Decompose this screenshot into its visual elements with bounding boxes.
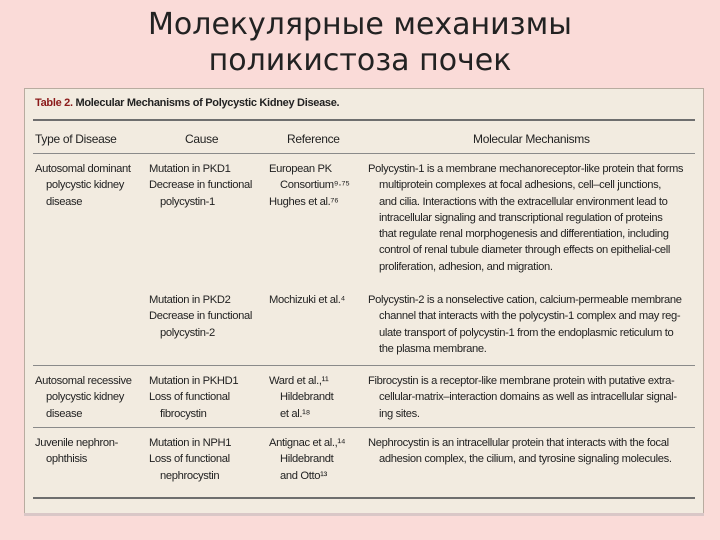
header-bottom-rule (33, 153, 695, 154)
table-top-rule (33, 119, 695, 121)
slide-title-line-1: Молекулярные механизмы (148, 7, 572, 42)
table-bottom-rule (33, 497, 695, 499)
row3-bottom-rule (33, 427, 695, 428)
header-type-of-disease: Type of Disease (35, 132, 117, 146)
table-caption (35, 97, 339, 109)
slide-title-line-2: поликистоза почек (208, 43, 512, 78)
row4-cause: Mutation in NPH1 Loss of functional nephrocystin (149, 437, 232, 482)
row1-reference: European PK Consortium⁹·⁷⁵ Hughes et al.⁷⁶ (269, 163, 350, 208)
table-caption-label: Table 2. (35, 97, 73, 109)
slide-footer-bar (24, 513, 704, 516)
row3-reference: Ward et al.,¹¹ Hildebrandt et al.¹⁸ (269, 375, 334, 420)
row2-reference: Mochizuki et al.⁴ (269, 294, 345, 306)
row4-reference: Antignac et al.,¹⁴ Hildebrandt and Otto¹³ (269, 437, 346, 482)
row4-disease: Juvenile nephron- ophthisis (35, 437, 118, 466)
row2-cause: Mutation in PKD2 Decrease in functional polycystin-2 (149, 294, 252, 339)
table-caption-text: Molecular Mechanisms of Polycystic Kidney Disease. (75, 97, 340, 109)
row1-disease: Autosomal dominant polycystic kidney disease (35, 163, 131, 208)
row3-cause: Mutation in PKHD1 Loss of functional fibrocystin (149, 375, 239, 420)
row1-mechanism: Polycystin-1 is a membrane mechanoreceptor-like protein that forms multiprotein complexes at focal adhesions, cell–cell junctions, and cilia. Interactions with the extracellular environment lead to intracellular signaling and transcriptional regulation of proteins that regulate renal morphogenesis and differentiation, including control of renal tubule diameter through effects on epithelial-cell proliferation, adhesion, and migration. (368, 163, 684, 273)
row2-mechanism: Polycystin-2 is a nonselective cation, calcium-permeable membrane channel that interacts with the polycystin-1 complex and may reg- ulate transport of polycystin-1 from the endoplasmic reticulum to the plasma membrane. (368, 294, 682, 355)
row3-mechanism: Fibrocystin is a receptor-like membrane protein with putative extra- cellular-matrix–interaction domains as well as intracellular signal- ing sites. (368, 375, 677, 420)
header-cause: Cause (185, 132, 219, 146)
table-image (24, 88, 704, 514)
row4-mechanism: Nephrocystin is an intracellular protein that interacts with the focal adhesion complex, the cilium, and tyrosine signaling molecules. (368, 437, 672, 466)
row1-cause: Mutation in PKD1 Decrease in functional polycystin-1 (149, 163, 252, 208)
row3-disease: Autosomal recessive polycystic kidney disease (35, 375, 132, 420)
header-reference: Reference (287, 132, 340, 146)
header-molecular-mechanisms: Molecular Mechanisms (473, 132, 590, 146)
row2-bottom-rule (33, 365, 695, 366)
